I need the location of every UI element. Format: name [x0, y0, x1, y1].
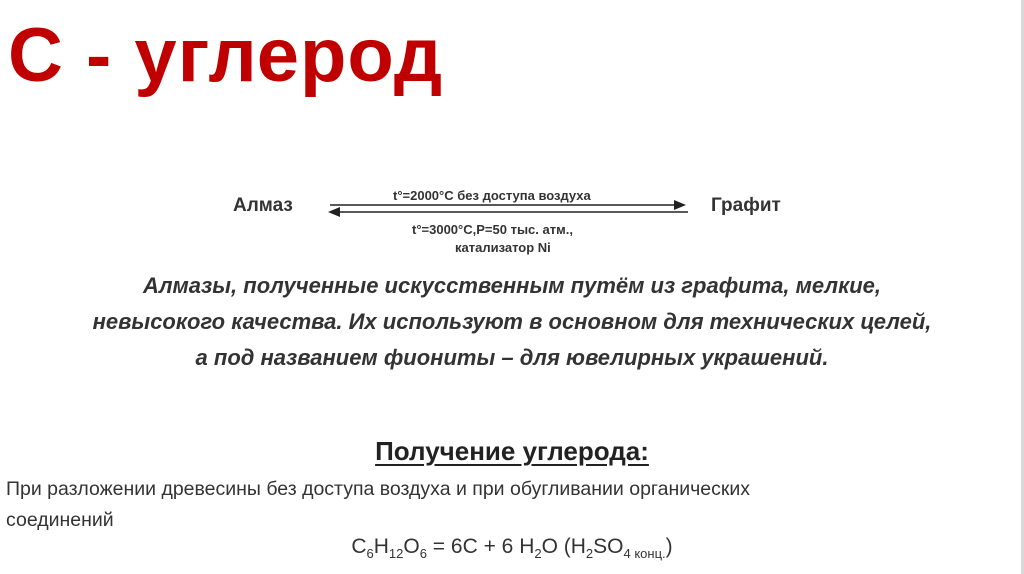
forward-arrow-head	[674, 200, 686, 210]
paragraph-line: а под названием фиониты – для ювелирных украшений.	[195, 345, 829, 370]
section-heading	[0, 436, 1024, 467]
chemical-equation: $C_6H_{12}O_6 = 6C + 6$ $H_2O$ $(H_2SO_{4 конц.})$	[351, 535, 673, 562]
reverse-condition-line2: катализатор Ni	[455, 240, 551, 255]
reactant-label: Алмаз	[233, 195, 293, 216]
reverse-arrow-head	[328, 207, 340, 217]
diamond-paragraph	[0, 268, 1024, 376]
reaction-scheme	[0, 0, 1024, 260]
equilibrium-arrows	[0, 0, 1024, 260]
paragraph-line: Алмазы, полученные искусственным путём из графита, мелкие,	[142, 273, 882, 298]
reverse-condition-line1: t°=3000°C,P=50 тыс. атм.,	[412, 222, 573, 237]
paragraph-line: невысокого качества. Их используют в основном для технических целей,	[92, 309, 932, 334]
forward-condition: t°=2000°C без доступа воздуха	[393, 188, 591, 203]
slide-title: C - углерод	[8, 13, 444, 98]
product-label: Графит	[711, 195, 781, 216]
section-text-line: При разложении древесины без доступа воздуха и при обугливании органических	[6, 478, 751, 500]
section-text	[6, 474, 986, 536]
section-text-line: соединений	[6, 509, 114, 531]
section-heading-text: Получение углерода:	[375, 436, 649, 466]
